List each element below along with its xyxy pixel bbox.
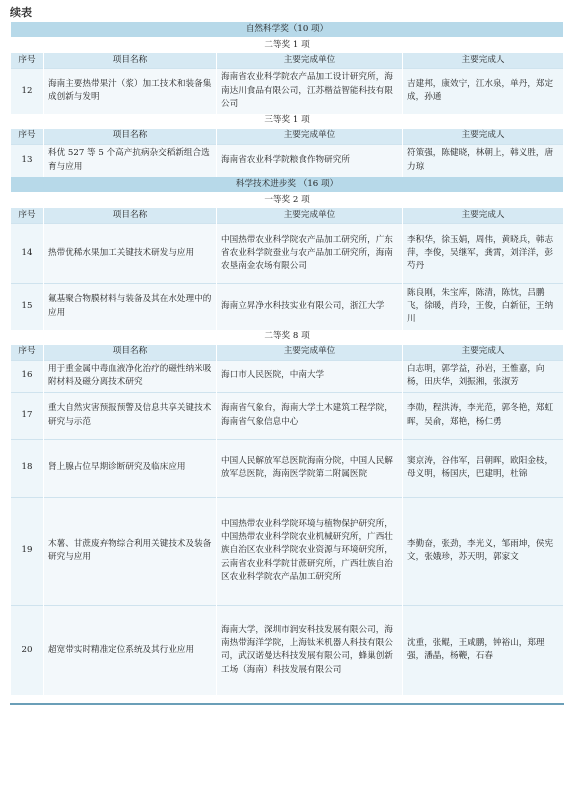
awards-table-body [11, 22, 564, 704]
completing-people: 陈良刚，朱宝库，陈清，陈忱，吕鹏飞，徐暖，肖玲，王俊，白新征，王纳川 [403, 284, 564, 330]
completing-people: 白志明，郭学益，孙岩，王惟嘉，向杨，田庆华，刘振湘，张淑芳 [403, 360, 564, 392]
table-row [11, 439, 564, 497]
project-name: 重大自然灾害预报预警及信息共享关键技术研究与示范 [44, 392, 217, 439]
project-name: 木薯、甘蔗废弃物综合利用关键技术及装备研究与应用 [44, 497, 217, 605]
award-level-row [11, 193, 564, 209]
award-level-title: 三等奖 1 项 [11, 114, 564, 129]
table-row [11, 69, 564, 114]
awards-table [10, 22, 564, 705]
section-title: 科学技术进步奖 （16 项） [11, 177, 564, 193]
column-header-units: 主要完成单位 [217, 208, 403, 224]
column-header-project: 项目名称 [44, 53, 217, 69]
completing-units: 海南省气象台，海南大学土木建筑工程学院，海南省气象信息中心 [217, 392, 403, 439]
column-header-no: 序号 [11, 53, 44, 69]
section-title-row [11, 22, 564, 38]
award-level-title: 一等奖 2 项 [11, 193, 564, 209]
table-row [11, 360, 564, 392]
completing-units: 海南省农业科学院粮食作物研究所 [217, 144, 403, 177]
project-name: 用于重金属中毒血液净化治疗的磁性纳米吸附材料及磁分离技术研究 [44, 360, 217, 392]
column-header-units: 主要完成单位 [217, 53, 403, 69]
award-level-title: 二等奖 1 项 [11, 38, 564, 54]
completing-units: 中国人民解放军总医院海南分院，中国人民解放军总医院，海南医学院第二附属医院 [217, 439, 403, 497]
project-name: 热带优稀水果加工关键技术研发与应用 [44, 224, 217, 284]
row-number: 17 [11, 392, 44, 439]
column-header-no: 序号 [11, 129, 44, 145]
table-row [11, 144, 564, 177]
completing-people: 吉建邦，康效宁，江水泉，单丹，郑定成，孙通 [403, 69, 564, 114]
award-level-row [11, 114, 564, 129]
completing-people: 窦京涛，谷伟军，吕朝晖，欧阳金枝，母义明，杨国庆，巴建明，杜锦 [403, 439, 564, 497]
table-row [11, 605, 564, 695]
section-title-row [11, 177, 564, 193]
column-header-people: 主要完成人 [403, 129, 564, 145]
column-header-row [11, 345, 564, 361]
completing-people: 沈重，张鲲，王咸鹏，钟裕山，郑理强，潘晶，杨鞭，石春 [403, 605, 564, 695]
column-header-no: 序号 [11, 345, 44, 361]
row-number: 15 [11, 284, 44, 330]
completing-people: 符策强，陈健晓，林朝上，韩义胜，唐力琼 [403, 144, 564, 177]
project-name: 海南主要热带果汁（浆）加工技术和装备集成创新与发明 [44, 69, 217, 114]
column-header-people: 主要完成人 [403, 208, 564, 224]
section-title: 自然科学奖（10 项） [11, 22, 564, 38]
column-header-row [11, 129, 564, 145]
table-row [11, 284, 564, 330]
completing-units: 海口市人民医院，中南大学 [217, 360, 403, 392]
project-name: 氟基聚合物膜材料与装备及其在水处理中的应用 [44, 284, 217, 330]
completing-people: 李勤奋，张劲，李光义，邹雨坤，侯宪文，张娥珍，苏天明，郭家文 [403, 497, 564, 605]
column-header-units: 主要完成单位 [217, 345, 403, 361]
column-header-people: 主要完成人 [403, 53, 564, 69]
column-header-units: 主要完成单位 [217, 129, 403, 145]
table-row [11, 224, 564, 284]
column-header-people: 主要完成人 [403, 345, 564, 361]
completing-units: 中国热带农业科学院农产品加工研究所，广东省农业科学院蚕业与农产品加工研究所，海南农垦南金农场有限公司 [217, 224, 403, 284]
completing-people: 李积华，徐玉娟，周伟，黄晓兵，韩志萍，李俊，吴继军，龚霄，刘洋洋，彭芍丹 [403, 224, 564, 284]
award-level-row [11, 330, 564, 345]
row-number: 19 [11, 497, 44, 605]
completing-units: 海南省农业科学院农产品加工设计研究所，海南达川食品有限公司，江苏楷益智能科技有限公司 [217, 69, 403, 114]
column-header-project: 项目名称 [44, 129, 217, 145]
completing-units: 海南大学，深圳市润安科技发展有限公司，海南热带海洋学院，上海钛米机器人科技有限公司，武汉诺曼达科技发展有限公司，蜂巢创新工场（海南）科技发展有限公司 [217, 605, 403, 695]
column-header-project: 项目名称 [44, 345, 217, 361]
column-header-project: 项目名称 [44, 208, 217, 224]
row-number: 14 [11, 224, 44, 284]
table-row [11, 392, 564, 439]
project-name: 超宽带实时精准定位系统及其行业应用 [44, 605, 217, 695]
project-name: 科优 527 等 5 个高产抗病杂交稻新组合选育与应用 [44, 144, 217, 177]
table-row [11, 497, 564, 605]
column-header-row [11, 208, 564, 224]
row-number: 18 [11, 439, 44, 497]
column-header-row [11, 53, 564, 69]
completing-units: 中国热带农业科学院环境与植物保护研究所，中国热带农业科学院农业机械研究所，广西壮族自治区农业科学院农业资源与环境研究所，云南省农业科学院甘蔗研究所，广西壮族自治区农业科学院农产品加工研究所 [217, 497, 403, 605]
row-number: 20 [11, 605, 44, 695]
table-bottom-rule [11, 695, 564, 704]
continued-label: 续表 [10, 6, 32, 19]
award-level-row [11, 38, 564, 54]
table-bottom-cell [11, 695, 564, 704]
row-number: 13 [11, 144, 44, 177]
completing-units: 海南立昇净水科技实业有限公司，浙江大学 [217, 284, 403, 330]
completing-people: 李勋，程洪涛，李光范，郭冬艳，郑虹晖，吴俞，郑艳，杨仁勇 [403, 392, 564, 439]
row-number: 16 [11, 360, 44, 392]
row-number: 12 [11, 69, 44, 114]
project-name: 肾上腺占位早期诊断研究及临床应用 [44, 439, 217, 497]
column-header-no: 序号 [11, 208, 44, 224]
award-level-title: 二等奖 8 项 [11, 330, 564, 345]
